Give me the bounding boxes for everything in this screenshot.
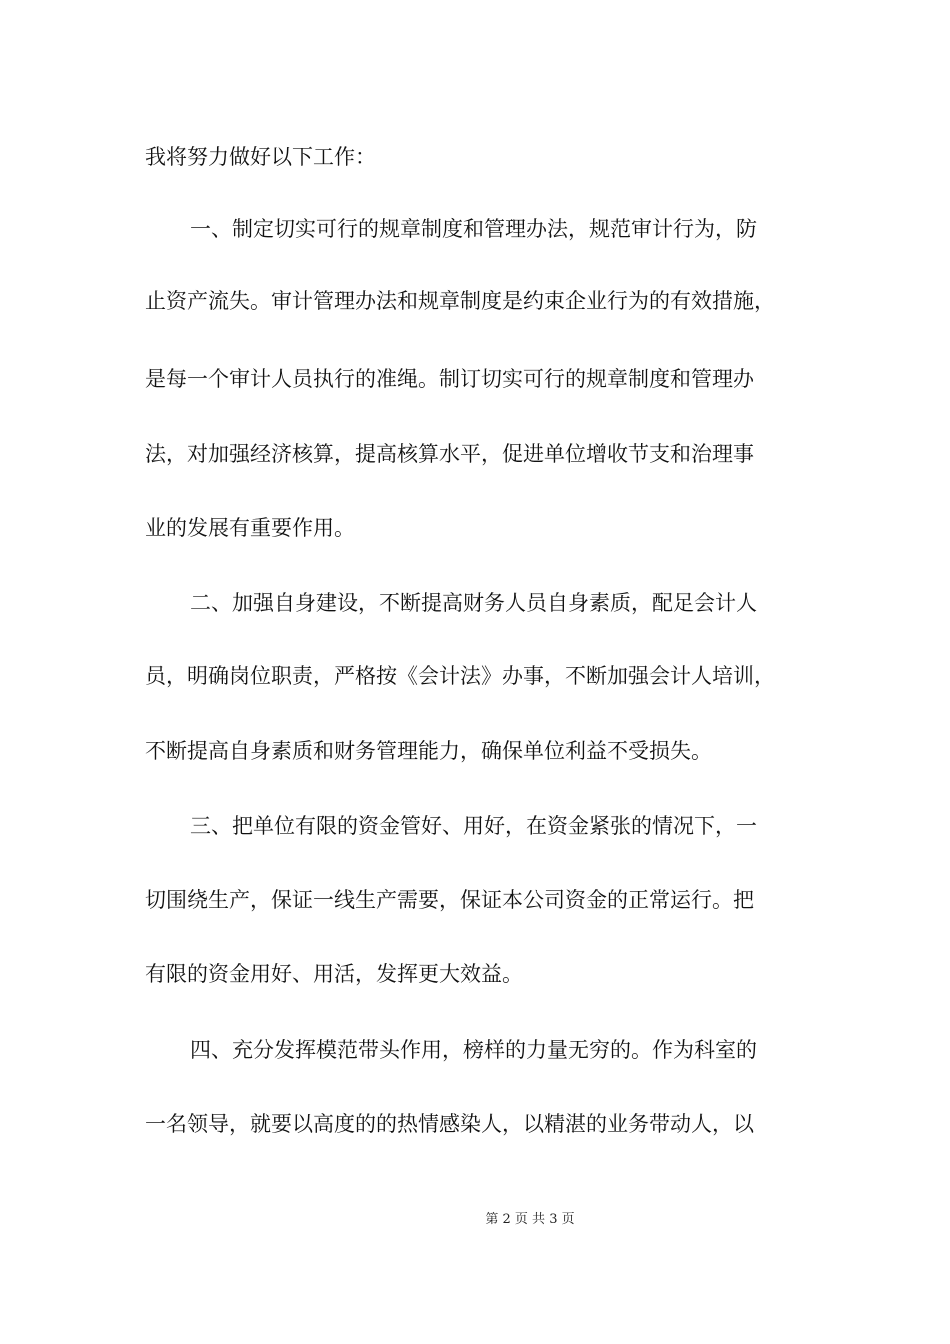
text-line: 一、制定切实可行的规章制度和管理办法，规范审计行为，防 — [190, 217, 757, 241]
text-line: 我将努力做好以下工作： — [145, 145, 376, 169]
text-line: 员，明确岗位职责，严格按《会计法》办事，不断加强会计人培训， — [145, 664, 775, 688]
text-line: 四、充分发挥模范带头作用，榜样的力量无穷的。作为科室的 — [190, 1038, 757, 1062]
text-line: 业的发展有重要作用。 — [145, 516, 355, 540]
page-number: 第 2 页 共 3 页 — [485, 1212, 575, 1227]
text-line: 三、把单位有限的资金管好、用好，在资金紧张的情况下，一 — [190, 814, 757, 838]
text-line: 切围绕生产，保证一线生产需要，保证本公司资金的正常运行。把 — [145, 888, 754, 912]
text-line: 一名领导，就要以高度的的热情感染人，以精湛的业务带动人，以 — [145, 1112, 754, 1136]
text-line: 止资产流失。审计管理办法和规章制度是约束企业行为的有效措施， — [145, 289, 775, 313]
text-line: 不断提高自身素质和财务管理能力，确保单位利益不受损失。 — [145, 739, 712, 763]
text-line: 有限的资金用好、用活，发挥更大效益。 — [145, 962, 523, 986]
text-line: 法，对加强经济核算，提高核算水平，促进单位增收节支和治理事 — [145, 442, 754, 466]
text-line: 二、加强自身建设，不断提高财务人员自身素质，配足会计人 — [190, 591, 757, 615]
text-line: 是每一个审计人员执行的准绳。制订切实可行的规章制度和管理办 — [145, 367, 754, 391]
